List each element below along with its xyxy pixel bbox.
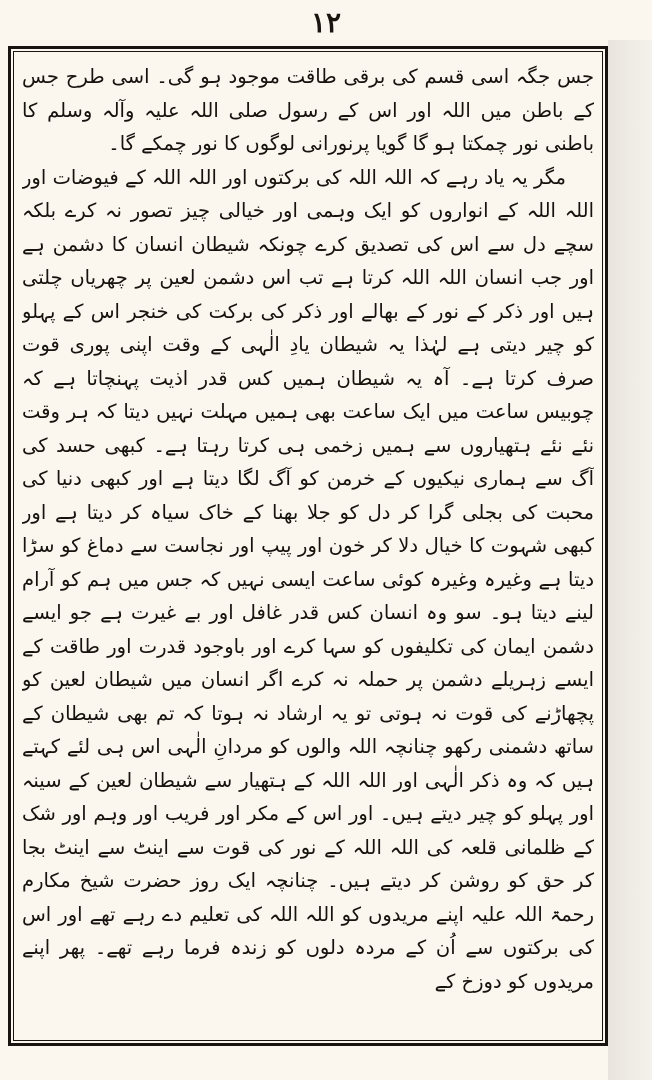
page-body-text <box>22 60 594 1032</box>
page-number: ۱۲ <box>310 6 342 39</box>
page-edge-shadow <box>608 40 652 1080</box>
paragraph-2: مگر یہ یاد رہے کہ اللہ اللہ کی برکتوں اور اللہ اللہ کے فیوضات اور اللہ اللہ کے انواروں کو ایک وہمی اور خیالی چیز تصور نہ کرے بلکہ سچے دل سے اس کی تصدیق کرے چونکہ شیطان انسان کا دشمن ہے اور جب انسان اللہ اللہ کرتا ہے تب اس دشمن لعین پر چھریاں چلتی ہیں اور ذکر کے نور کے بھالے اور ذکر کی برکت کی خنجر اس کے پہلو کو چیر دیتی ہے لہٰذا یہ شیطان یادِ الٰہی کے وقت اپنی پوری قوت صرف کرتا ہے۔ آہ یہ شیطان ہمیں کس قدر اذیت پہنچاتا ہے کہ چوبیس ساعت میں ایک ساعت بھی ہمیں مہلت نہیں دیتا کہ ہر وقت نئے نئے ہتھیاروں سے ہمیں زخمی ہی کرتا رہتا ہے۔ کبھی حسد کی آگ سے ہماری نیکیوں کے خرمن کو آگ لگا دیتا ہے اور کبھی دنیا کی محبت کی بجلی گرا کر دل کو جلا بھنا کے خاک سیاہ کر دیتا ہے اور کبھی شہوت کا خیال دلا کر خون اور پیپ اور نجاست سے دماغ کو سڑا دیتا ہے وغیرہ وغیرہ کوئی ساعت ایسی نہیں کہ جس میں ہم کو آرام لینے دیتا ہو۔ سو وہ انسان کس قدر غافل اور بے غیرت ہے جو ایسے دشمن ایمان کی تکلیفوں کو سہا کرے اور باوجود قدرت اور طاقت کے ایسے زہریلے دشمن پر حملہ نہ کرے اگر انسان میں شیطان لعین کو پچھاڑنے کی قوت نہ ہوتی تو یہ ارشاد نہ ہوتا کہ تم بھی شیطان کے ساتھ دشمنی رکھو چنانچہ اللہ والوں کو مردانِ الٰہی اس ہی لئے کہتے ہیں کہ وہ ذکر الٰہی اور اللہ اللہ کے ہتھیار سے شیطان لعین کے سینہ اور پہلو کو چیر دیتے ہیں۔ اور اس کے مکر اور فریب اور وہم اور شک کے ظلمانی قلعہ کی اللہ اللہ کے نور کی قوت سے اینٹ سے اینٹ بجا کر حق کو روشن کر دیتے ہیں۔ چنانچہ ایک روز حضرت شیخ مکارم رحمۃ اللہ علیہ اپنے مریدوں کو اللہ اللہ کی تعلیم دے رہے تھے اور اس کی برکتوں سے اُن کے مردہ دلوں کو زندہ فرما رہے تھے۔ پھر اپنے مریدوں کو دوزخ کے <box>22 165 594 993</box>
paragraph-1: جس جگہ اسی قسم کی برقی طاقت موجود ہو گی۔ اسی طرح جس کے باطن میں اللہ اور اس کے رسول صلی اللہ علیہ وآلہ وسلم کا باطنی نور چمکتا ہو گا گویا پرنورانی لوگوں کا نور چمکے گا۔ <box>22 65 594 155</box>
